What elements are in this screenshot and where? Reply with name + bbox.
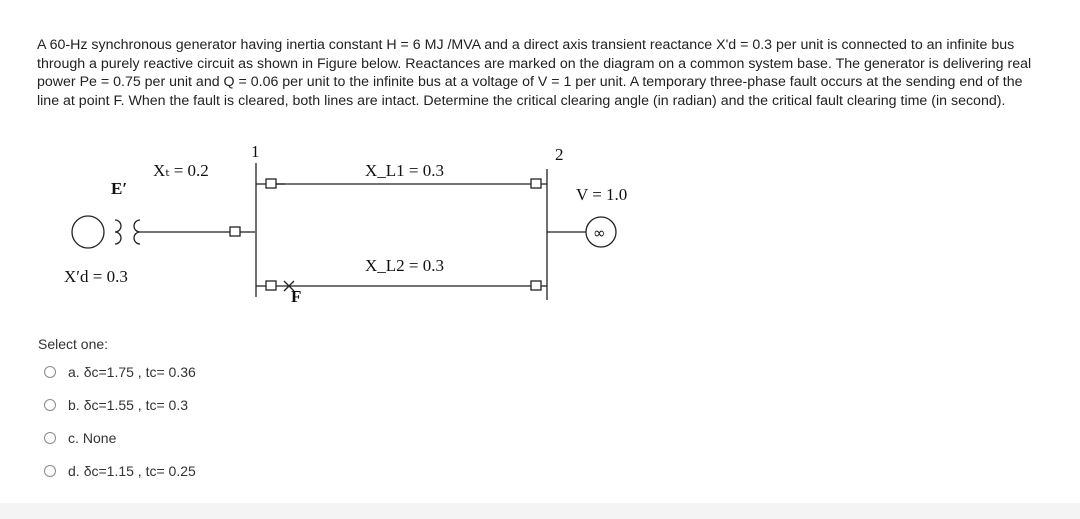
bus1-label: 1 (251, 142, 260, 161)
option-letter: b. (68, 397, 80, 413)
radio-icon[interactable] (44, 432, 56, 444)
breaker-l1-recv (531, 179, 541, 188)
option-text: δc=1.75 , tc= 0.36 (83, 364, 196, 380)
radio-icon[interactable] (44, 465, 56, 477)
bottom-band (0, 503, 1080, 519)
transformer-symbol (115, 220, 140, 244)
option-d[interactable] (44, 460, 196, 482)
breaker-gen (230, 227, 240, 236)
voltage-label: V = 1.0 (576, 185, 628, 204)
xd-label: X′d = 0.3 (64, 267, 128, 286)
radio-icon[interactable] (44, 366, 56, 378)
option-c[interactable] (44, 427, 196, 449)
breaker-l1-send (266, 179, 276, 188)
option-text: None (82, 430, 117, 446)
question-text: A 60-Hz synchronous generator having inertia constant H = 6 MJ /MVA and a direct axis transient reactance X'd = 0.3 per unit is connected to an infinite bus through a purely reactive circuit as shown in Figure below. Reactances are marked on the diagram on a common system base. The generator is delivering real power Pe = 0.75 per unit and Q = 0.06 per unit to the infinite bus at a voltage of V = 1 per unit. A temporary three-phase fault occurs at the sending end of the line at point F. When the fault is cleared, both lines are intact. Determine the critical clearing angle (in radian) and the critical fault clearing time (in second). (37, 37, 1032, 109)
option-text: δc=1.15 , tc= 0.25 (83, 463, 196, 479)
option-b[interactable] (44, 394, 196, 416)
e-prime-label: E′ (111, 179, 128, 198)
breaker-l2-recv (531, 281, 541, 290)
infinity-icon: ∞ (593, 224, 606, 242)
option-a[interactable] (44, 361, 196, 383)
radio-icon[interactable] (44, 399, 56, 411)
option-text: δc=1.55 , tc= 0.3 (83, 397, 188, 413)
bus2-label: 2 (555, 145, 564, 164)
breaker-l2-send (266, 281, 276, 290)
select-one-label: Select one: (38, 336, 109, 352)
xl1-label: X_L1 = 0.3 (365, 161, 444, 180)
xl2-label: X_L2 = 0.3 (365, 256, 444, 275)
option-letter: d. (68, 463, 80, 479)
fault-label: F (291, 287, 302, 306)
option-letter: a. (68, 364, 80, 380)
answer-options (44, 361, 196, 493)
generator-symbol (72, 216, 104, 248)
option-letter: c. (68, 430, 79, 446)
xt-label: Xₜ = 0.2 (153, 161, 209, 180)
